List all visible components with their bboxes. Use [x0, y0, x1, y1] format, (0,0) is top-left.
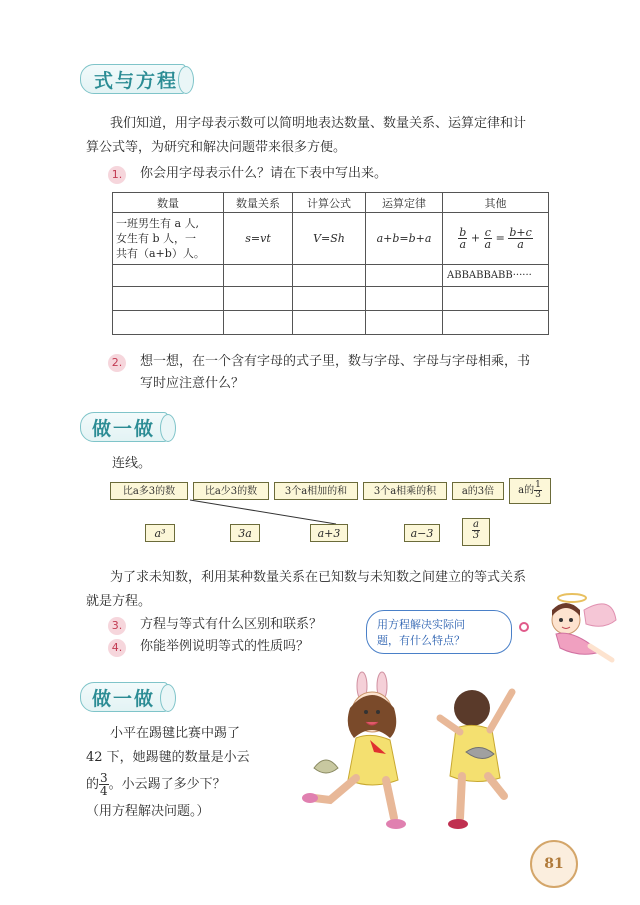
- header-formula: 计算公式: [293, 193, 366, 213]
- question-2-line-2: 写时应注意什么？: [140, 376, 245, 391]
- problem-line-1: 小平在踢毽比赛中踢了: [110, 726, 241, 741]
- third-prefix: a的: [518, 485, 535, 496]
- page-number: 81: [530, 840, 578, 888]
- match-top-3-times-a[interactable]: a的3倍: [452, 482, 504, 500]
- fraction-a-over-3: $\frac{a}{3}$: [472, 519, 480, 541]
- header-quantity: 数量: [113, 193, 224, 213]
- match-bottom-a-cubed[interactable]: a³: [145, 524, 175, 542]
- cell-formula-example: V=Sh: [293, 213, 366, 265]
- fraction-three-fourths: $\frac{3}{4}$: [100, 771, 108, 798]
- fraction-c-over-a: $\frac{c}{a}$: [484, 226, 492, 251]
- fraction-b-over-a: $\frac{b}{a}$: [459, 226, 467, 251]
- match-top-product-a3[interactable]: 3个a相乘的积: [363, 482, 447, 500]
- match-bottom-a-minus-3[interactable]: a−3: [404, 524, 440, 542]
- shuttlecock-problem: [86, 722, 250, 824]
- speech-bubble: [366, 610, 512, 654]
- question-3-text: 方程与等式有什么区别和联系？: [140, 617, 323, 632]
- question-4-text: 你能举例说明等式的性质吗？: [140, 639, 310, 654]
- match-top-sum-3a[interactable]: 3个a相加的和: [274, 482, 358, 500]
- header-law: 运算定律: [366, 193, 443, 213]
- bubble-line-1: 用方程解决实际问: [377, 618, 465, 631]
- match-top-a-minus-3[interactable]: 比a少3的数: [193, 482, 269, 500]
- cell-law-example: a+b=b+a: [366, 213, 443, 265]
- section-title: 做一做: [92, 688, 156, 710]
- section-banner-practice-2: [80, 682, 180, 712]
- equation-def-line-1: 为了求未知数，利用某种数量关系在已知数与未知数之间建立的等式关系: [110, 570, 527, 585]
- problem-line-3: 的 $\frac{3}{4}$ 。小云踢了多少下？: [86, 771, 226, 798]
- section-title: 做一做: [92, 418, 156, 440]
- quantity-line-2: 女生有 b 人，一: [116, 232, 197, 245]
- problem-line-2: 42 下，她踢毽的数量是小云: [86, 750, 250, 765]
- cell-relation-example: s=vt: [224, 213, 293, 265]
- scroll-end-icon: [160, 684, 176, 712]
- equation-def-line-2: 就是方程。: [86, 594, 152, 609]
- problem-line-4: （用方程解决问题。）: [86, 804, 210, 819]
- question-number-3: 3.: [108, 617, 126, 635]
- match-instruction: 连线。: [112, 456, 152, 471]
- fraction-one-third: $\frac{1}{3}$: [535, 480, 541, 500]
- question-number-1: 1.: [108, 166, 126, 184]
- match-bottom-3a[interactable]: 3a: [230, 524, 260, 542]
- girls-kicking-shuttlecock-illustration: [290, 668, 540, 838]
- question-number-2: 2.: [108, 354, 126, 372]
- quantity-line-3: 共有（a+b）人。: [116, 247, 205, 260]
- equals-sign: =: [495, 231, 505, 245]
- intro-line-2: 算公式等，为研究和解决问题带来很多方便。: [86, 140, 347, 155]
- question-2-line-1: 想一想，在一个含有字母的式子里，数与字母、字母与字母相乘，书: [140, 354, 531, 369]
- match-top-a-plus-3[interactable]: 比a多3的数: [110, 482, 188, 500]
- header-other: 其他: [443, 193, 549, 213]
- intro-line-1: 我们知道，用字母表示数可以简明地表达数量、数量关系、运算定律和计: [110, 116, 527, 131]
- plus-sign: +: [470, 231, 481, 245]
- match-bottom-a-over-3[interactable]: [462, 518, 490, 546]
- fraction-bc-over-a: $\frac{b+c}{a}$: [509, 226, 532, 251]
- bubble-line-2: 题，有什么特点？: [377, 634, 465, 647]
- match-bottom-a-plus-3[interactable]: a+3: [310, 524, 348, 542]
- cell-other-pattern: ABBABBABB······: [443, 265, 549, 287]
- question-number-4: 4.: [108, 639, 126, 657]
- section-title: 式与方程: [94, 70, 179, 92]
- question-1-text: 你会用字母表示什么？请在下表中写出来。: [140, 166, 388, 181]
- header-relation: 数量关系: [224, 193, 293, 213]
- quantity-line-1: 一班男生有 a 人,: [116, 217, 200, 230]
- angel-girl-illustration: [520, 590, 620, 670]
